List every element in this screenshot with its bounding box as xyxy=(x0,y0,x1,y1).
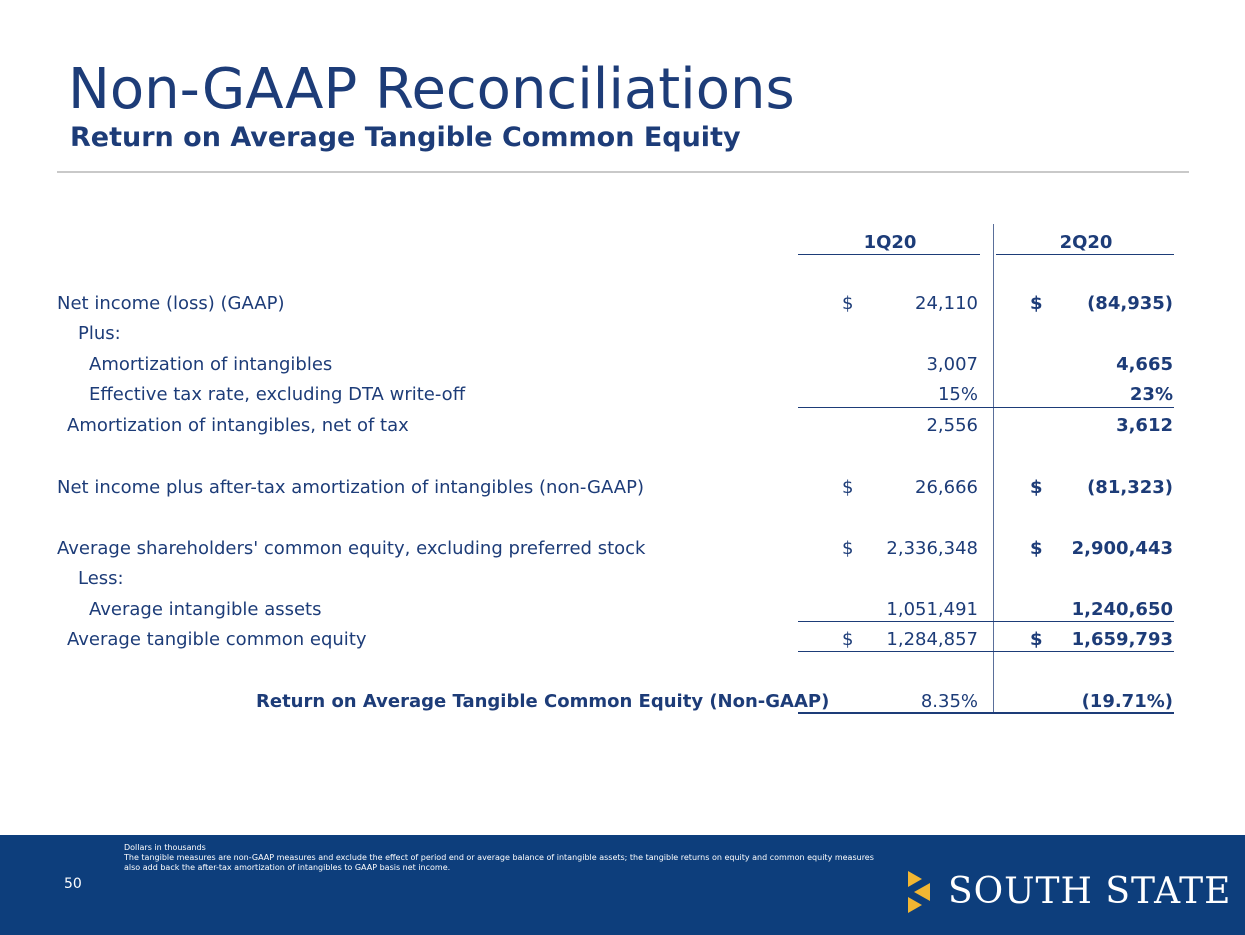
value-2q20: 1,240,650 xyxy=(1071,599,1173,620)
logo-wordmark: SOUTH STATE xyxy=(948,871,1232,912)
table-row xyxy=(0,384,1245,414)
column-header-1q20: 1Q20 xyxy=(863,232,917,253)
value-2q20: 3,612 xyxy=(1116,415,1173,436)
row-label: Average intangible assets xyxy=(89,599,322,620)
value-2q20: 4,665 xyxy=(1116,354,1173,375)
column-header-underline xyxy=(996,254,1174,255)
page-title: Non-GAAP Reconciliations xyxy=(68,57,795,122)
row-label: Amortization of intangibles, net of tax xyxy=(67,415,409,436)
value-1q20: 2,336,348 xyxy=(886,538,978,559)
currency-symbol: $ xyxy=(842,629,854,650)
column-header-underline xyxy=(798,254,980,255)
table-row xyxy=(0,629,1245,659)
table-row xyxy=(0,293,1245,323)
page-subtitle: Return on Average Tangible Common Equity xyxy=(70,122,741,153)
footnote-units: Dollars in thousands xyxy=(124,843,206,852)
subtotal-rule xyxy=(798,407,1174,408)
table-row xyxy=(0,323,1245,353)
value-1q20: 3,007 xyxy=(926,354,978,375)
table-row xyxy=(0,538,1245,568)
table-row xyxy=(0,599,1245,629)
value-1q20: 26,666 xyxy=(915,477,978,498)
value-1q20: 1,051,491 xyxy=(886,599,978,620)
value-1q20: 24,110 xyxy=(915,293,978,314)
table-row xyxy=(0,568,1245,598)
table-row xyxy=(0,477,1245,507)
value-2q20: (19.71%) xyxy=(1081,691,1173,712)
currency-symbol: $ xyxy=(842,293,854,314)
currency-symbol: $ xyxy=(842,477,854,498)
value-1q20: 8.35% xyxy=(920,691,978,712)
row-label: Net income plus after-tax amortization of intangibles (non-GAAP) xyxy=(57,477,644,498)
currency-symbol: $ xyxy=(1030,477,1043,498)
row-label: Plus: xyxy=(78,323,121,344)
value-2q20: 2,900,443 xyxy=(1071,538,1173,559)
table-row xyxy=(0,415,1245,445)
value-1q20: 2,556 xyxy=(926,415,978,436)
page-number: 50 xyxy=(64,876,82,892)
logo-mark-icon xyxy=(900,865,940,917)
currency-symbol: $ xyxy=(842,538,854,559)
total-rule xyxy=(798,651,1174,652)
row-label: Amortization of intangibles xyxy=(89,354,333,375)
value-2q20: 23% xyxy=(1129,384,1173,405)
value-2q20: (84,935) xyxy=(1087,293,1173,314)
subtotal-rule xyxy=(798,621,1174,622)
currency-symbol: $ xyxy=(1030,629,1043,650)
final-rule xyxy=(798,712,1174,714)
row-label: Net income (loss) (GAAP) xyxy=(57,293,285,314)
column-header-2q20: 2Q20 xyxy=(1059,232,1113,253)
row-label: Average shareholders' common equity, excluding preferred stock xyxy=(57,538,646,559)
value-2q20: 1,659,793 xyxy=(1071,629,1173,650)
currency-symbol: $ xyxy=(1030,538,1043,559)
value-2q20: (81,323) xyxy=(1087,477,1173,498)
title-divider xyxy=(57,171,1189,173)
value-1q20: 15% xyxy=(937,384,978,405)
row-label: Average tangible common equity xyxy=(67,629,367,650)
footnotes xyxy=(124,843,884,873)
currency-symbol: $ xyxy=(1030,293,1043,314)
row-label: Less: xyxy=(78,568,124,589)
south-state-logo xyxy=(900,865,1232,917)
value-1q20: 1,284,857 xyxy=(886,629,978,650)
table-row xyxy=(0,354,1245,384)
row-label: Effective tax rate, excluding DTA write-off xyxy=(89,384,466,405)
table-row xyxy=(0,691,1245,721)
footnote-definition: The tangible measures are non-GAAP measures and exclude the effect of period end or average balance of intangible assets; the tangible returns on equity and common equity measures also add back the after-tax amortization of intangibles to GAAP basis net income. xyxy=(124,853,874,872)
row-label: Return on Average Tangible Common Equity (Non-GAAP) xyxy=(256,691,830,712)
